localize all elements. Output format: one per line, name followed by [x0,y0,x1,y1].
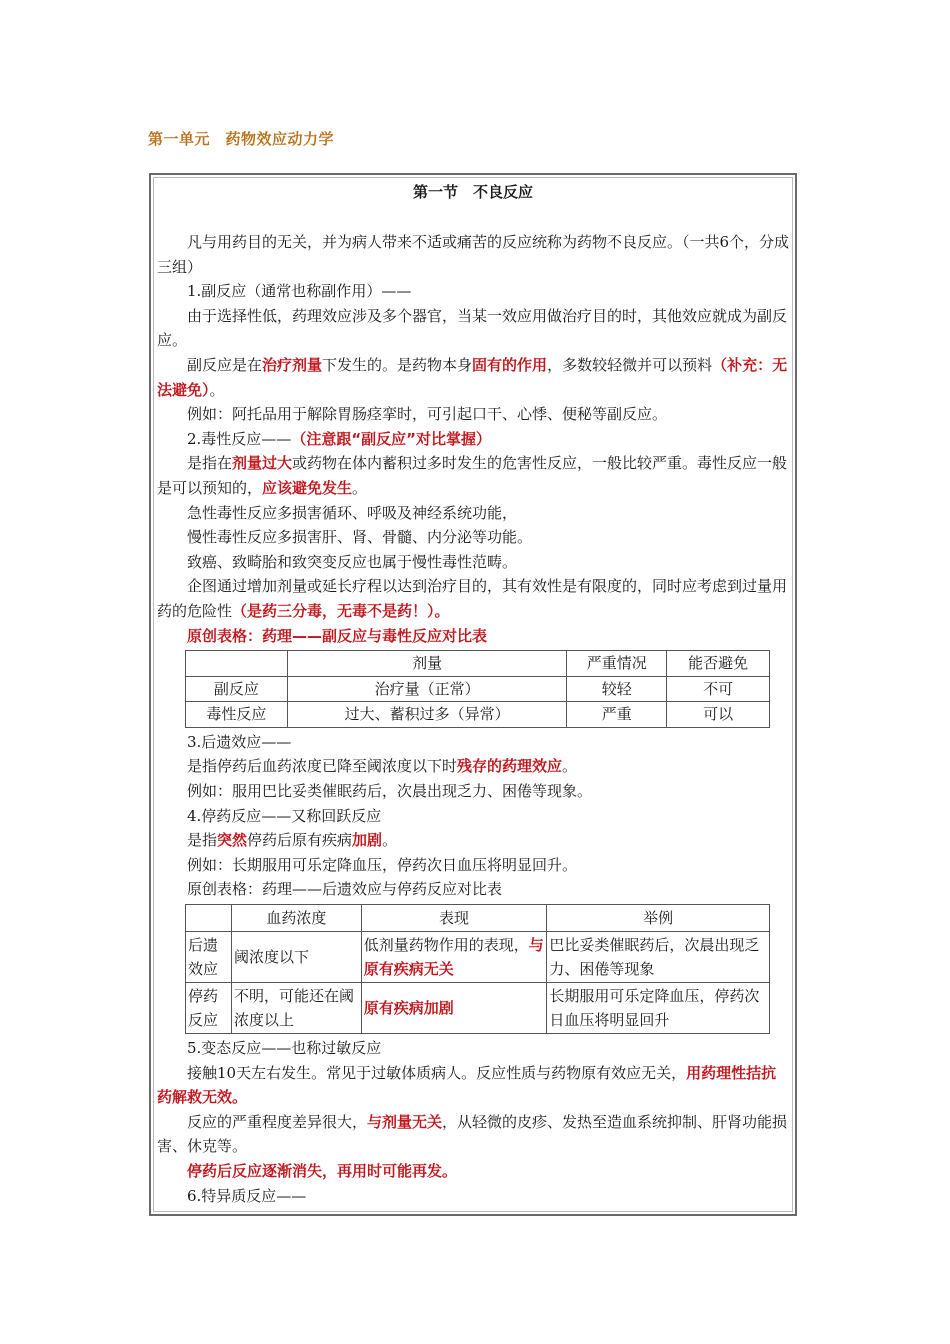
table-cell [186,905,232,932]
table-cell: 过大、蓄积过多（异常） [287,702,567,728]
highlight: 用药理性拮抗药解救无效。 [157,1063,777,1107]
highlight: 固有的作用 [472,355,548,374]
highlight: 与剂量无关 [367,1112,443,1131]
table-cell: 血药浓度 [231,905,361,932]
withdrawal-p1 [157,828,791,853]
table-cell [186,651,288,677]
toxic-heading [157,427,791,452]
table-cell: 较轻 [567,676,667,702]
text: ，从轻微的皮疹、发热至造血系统抑制、肝肾功能损害、休克等。 [157,1112,788,1156]
text: 。 [382,831,398,850]
text: 停药后原有疾病 [247,831,353,850]
table-header-row [186,651,770,677]
text: 下发生的。是药物本身 [322,355,473,374]
text: 。 [562,757,578,776]
highlight: 治疗剂量 [262,355,323,374]
side-effect-p1: 由于选择性低，药理效应涉及多个器官，当某一效应用做治疗目的时，其他效应就成为副反应。 [157,306,788,350]
table-cell: 原有疾病加剧 [361,983,547,1034]
withdrawal-example: 例如：长期服用可乐定降血压，停药次日血压将明显回升。 [187,855,578,874]
side-effect-heading: 1.副反应（通常也称副作用）—— [187,282,412,301]
table-cell: 举例 [547,905,770,932]
text: 是指 [187,831,218,850]
toxic-p2: 急性毒性反应多损害循环、呼吸及神经系统功能， [187,503,518,522]
table-cell: 长期服用可乐定降血压，停药次日血压将明显回升 [547,983,770,1034]
table-cell: 阈浓度以下 [231,932,361,983]
table-cell: 可以 [667,702,770,728]
allergy-heading: 5.变态反应——也称过敏反应 [187,1039,382,1058]
table-cell: 不可 [667,676,770,702]
after-effect-heading: 3.后遗效应—— [187,732,292,751]
intro-paragraph: 凡与用药目的无关，并为病人带来不适或痛苦的反应统称为药物不良反应。（一共6个，分成三组） [157,233,790,276]
text: 是指在 [187,454,233,473]
side-effect-example: 例如：阿托品用于解除胃肠痉挛时，可引起口干、心悸、便秘等副反应。 [187,405,668,424]
allergy-p1 [157,1061,791,1110]
highlight: 剂量过大 [232,454,293,473]
table-cell: 后遗效应 [186,932,232,983]
content-frame [149,173,797,1216]
table-cell [361,932,547,983]
text: 是指停药后血药浓度已降至阈浓度以下时 [187,757,458,776]
text: 。 [209,380,225,399]
toxic-p3: 慢性毒性反应多损害肝、肾、骨髓、内分泌等功能。 [187,528,533,547]
table-cell: 副反应 [186,676,288,702]
highlight: 加剧 [352,831,383,850]
text: 企图通过增加剂量或延长疗程以达到治疗目的，其有效性是有限度的，同时应考虑到过量用药的危险性 [157,577,788,620]
table2-caption: 原创表格：药理——后遗效应与停药反应对比表 [187,880,503,899]
toxic-p5 [157,574,791,623]
text: 。 [352,478,368,497]
table-cell: 停药反应 [186,983,232,1034]
table-cell: 表现 [361,905,547,932]
text: ，多数较轻微并可以预料 [547,355,713,374]
highlight: 突然 [217,831,248,850]
table-cell: 毒性反应 [186,702,288,728]
text: 2.毒性反应—— [187,429,292,448]
allergy-p3: 停药后反应逐渐消失，再用时可能再发。 [187,1162,458,1180]
table-row [186,676,770,702]
unit-title: 第一单元 药物效应动力学 [148,130,335,148]
table-row [186,983,770,1034]
comparison-table-1 [185,650,770,728]
comparison-table-2 [185,904,770,1034]
table-cell: 严重 [567,702,667,728]
table-header-row [186,905,770,932]
allergy-p2 [157,1110,791,1159]
table-cell: 剂量 [287,651,567,677]
content-body [157,230,791,1208]
toxic-p4: 致癌、致畸胎和致突变反应也属于慢性毒性范畴。 [187,552,518,571]
withdrawal-heading: 4.停药反应——又称回跃反应 [187,806,382,825]
after-effect-example: 例如：服用巴比妥类催眠药后，次晨出现乏力、困倦等现象。 [187,782,593,801]
text: 接触10天左右发生。常见于过敏体质病人。反应性质与药物原有效应无关， [187,1063,687,1082]
text: 反应的严重程度差异很大， [187,1112,368,1131]
highlight: 残存的药理效应 [457,757,563,776]
table-row [186,702,770,728]
text: 低剂量药物作用的表现， [363,936,529,955]
table1-caption: 原创表格：药理——副反应与毒性反应对比表 [187,626,488,645]
highlight: （是药三分毒，无毒不是药！）。 [232,601,450,620]
section-title: 第一节 不良反应 [412,183,533,201]
table-cell: 不明，可能还在阈浓度以上 [231,983,361,1034]
table-row [186,932,770,983]
highlight: （补充：无法避免） [157,355,788,399]
highlight: 与原有疾病无关 [363,936,544,979]
text: 副反应是在 [187,355,263,374]
text: 或药物在体内蓄积过多时发生的危害性反应，一般比较严重。毒性反应一般是可以预知的， [157,454,788,497]
table-cell: 巴比妥类催眠药后，次晨出现乏力、困倦等现象 [547,932,770,983]
table-cell: 能否避免 [667,651,770,677]
highlight: 应该避免发生 [262,478,353,497]
idiosyncrasy-heading: 6.特异质反应—— [187,1186,307,1205]
after-effect-p1 [157,754,791,779]
table-cell: 严重情况 [567,651,667,677]
table-cell: 治疗量（正常） [287,676,567,702]
toxic-p1 [157,451,791,500]
highlight: （注意跟“副反应”对比掌握） [291,429,492,448]
side-effect-p2 [157,353,791,402]
